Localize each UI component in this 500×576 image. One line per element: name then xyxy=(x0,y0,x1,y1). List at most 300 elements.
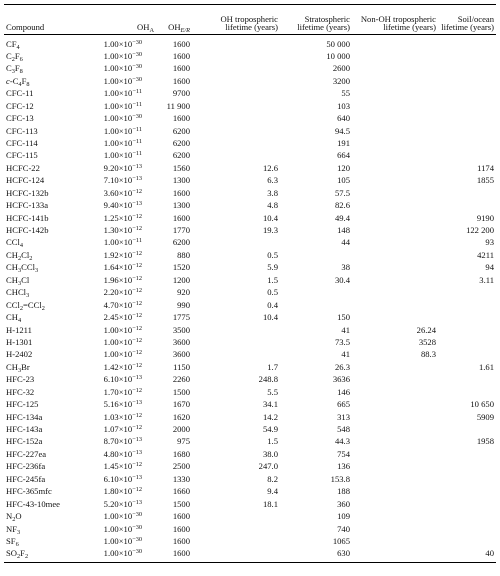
oher-cell: 6200 xyxy=(172,137,190,148)
compound-cell xyxy=(4,100,74,112)
non-oh-lifetime-cell xyxy=(352,100,438,112)
oha-mantissa: 1.00 xyxy=(103,38,119,49)
non-oh-lifetime-cell xyxy=(352,510,438,522)
soil-ocean-lifetime-cell xyxy=(438,349,496,361)
oha-mantissa: 1.00 xyxy=(103,237,119,248)
strat-lifetime-cell: 754 xyxy=(337,448,350,459)
oh-lifetime-cell xyxy=(192,510,280,522)
strat-lifetime-cell: 10 000 xyxy=(326,50,350,61)
oher-cell: 1600 xyxy=(172,212,190,223)
oha-mantissa: 5.16 xyxy=(103,399,119,410)
oha-cell: $1.92\times 10^{-12}$ xyxy=(103,249,142,260)
strat-lifetime-cell xyxy=(280,249,352,261)
oha-exponent: 11 xyxy=(135,237,142,245)
oha-exponent: 30 xyxy=(135,535,142,543)
compound-cell xyxy=(4,249,74,261)
strat-lifetime-cell: 30.4 xyxy=(334,274,350,285)
oha-mantissa: 1.00 xyxy=(103,125,119,136)
table-row xyxy=(4,112,496,124)
compound-text: CH xyxy=(6,262,18,273)
non-oh-lifetime-cell xyxy=(352,286,438,298)
non-oh-lifetime-cell xyxy=(352,87,438,99)
strat-lifetime-cell: 153.8 xyxy=(330,473,350,484)
strat-lifetime-cell xyxy=(280,286,352,298)
oha-mantissa: 3.60 xyxy=(103,187,119,198)
compound-text: HFC-134a xyxy=(6,411,43,422)
oh-lifetime-cell: 5.5 xyxy=(267,386,278,397)
oher-cell: 1770 xyxy=(172,225,190,236)
compound-text: O xyxy=(15,511,22,522)
oher-cell: 975 xyxy=(177,436,190,447)
strat-lifetime-cell: 44 xyxy=(341,237,350,248)
oh-lifetime-cell xyxy=(192,87,280,99)
compound-cell xyxy=(4,187,74,199)
oha-mantissa: 4.80 xyxy=(103,448,119,459)
soil-ocean-lifetime-cell xyxy=(438,373,496,385)
oha-cell: $1.42\times 10^{-12}$ xyxy=(103,361,142,372)
oha-mantissa: 1.00 xyxy=(103,548,119,559)
non-oh-lifetime-cell xyxy=(352,299,438,311)
oha-exponent: 12 xyxy=(135,225,142,233)
oha-mantissa: 1.07 xyxy=(103,424,119,435)
oha-mantissa: 1.00 xyxy=(103,113,119,124)
soil-ocean-lifetime-cell: 1958 xyxy=(476,436,494,447)
compound-subscript: 3 xyxy=(34,267,39,275)
non-oh-lifetime-cell xyxy=(352,485,438,497)
oha-exponent: 12 xyxy=(135,324,142,332)
table-row xyxy=(4,373,496,385)
table-row xyxy=(4,523,496,535)
table-row xyxy=(4,249,496,261)
table-row xyxy=(4,423,496,435)
table-row xyxy=(4,398,496,410)
strat-lifetime-cell: 55 xyxy=(341,88,350,99)
compound-text: H-1211 xyxy=(6,324,32,335)
soil-ocean-lifetime-cell xyxy=(438,485,496,497)
soil-ocean-lifetime-cell xyxy=(438,187,496,199)
compound-text: HFC-236fa xyxy=(6,461,46,472)
soil-ocean-lifetime-cell: 1174 xyxy=(477,162,494,173)
table-row xyxy=(4,349,496,361)
table-row xyxy=(4,174,496,186)
compound-subscript: 3 xyxy=(17,279,22,287)
oha-mantissa: 2.45 xyxy=(103,312,119,323)
oher-cell: 1680 xyxy=(172,448,190,459)
compound-cell xyxy=(4,137,74,149)
compound-text: CHCl xyxy=(6,287,27,298)
non-oh-lifetime-cell xyxy=(352,212,438,224)
oha-mantissa: 1.00 xyxy=(103,137,119,148)
compound-cell xyxy=(4,349,74,361)
non-oh-lifetime-cell xyxy=(352,398,438,410)
oh-lifetime-cell xyxy=(192,523,280,535)
table-row xyxy=(4,460,496,472)
non-oh-lifetime-cell xyxy=(352,75,438,87)
oha-cell: $6.10\times 10^{-13}$ xyxy=(103,473,142,484)
table-row xyxy=(4,212,496,224)
compound-text: HCFC-142b xyxy=(6,225,49,236)
strat-lifetime-cell: 191 xyxy=(337,137,350,148)
oha-cell: $4.70\times 10^{-12}$ xyxy=(103,299,142,310)
oha-exponent: 30 xyxy=(135,548,142,556)
compound-subscript: 2 xyxy=(24,553,29,561)
non-oh-lifetime-cell xyxy=(352,237,438,249)
strat-lifetime-cell: 41 xyxy=(341,349,350,360)
compound-text: Cl xyxy=(21,249,30,260)
compound-text: CH xyxy=(6,312,18,323)
oh-lifetime-cell: 1.5 xyxy=(267,274,278,285)
strat-lifetime-cell: 73.5 xyxy=(334,336,350,347)
oha-mantissa: 1.30 xyxy=(103,225,119,236)
oher-cell: 1150 xyxy=(173,361,190,372)
compound-subscript: 2 xyxy=(41,304,45,312)
oha-cell: $1.96\times 10^{-12}$ xyxy=(103,274,142,285)
non-oh-lifetime-cell xyxy=(352,498,438,510)
compound-text: CH xyxy=(6,361,18,372)
table-row xyxy=(4,311,496,323)
oha-cell: $1.00\times 10^{-11}$ xyxy=(103,150,142,161)
compound-cell xyxy=(4,286,74,298)
strat-lifetime-cell: 148 xyxy=(337,225,350,236)
compound-text: C xyxy=(6,63,12,74)
oha-exponent: 12 xyxy=(135,336,142,344)
oha-exponent: 12 xyxy=(135,411,142,419)
compound-text: F xyxy=(20,548,25,559)
compound-cell xyxy=(4,87,74,99)
oha-exponent: 12 xyxy=(135,187,142,195)
table-row xyxy=(4,237,496,249)
compound-text: HFC-152a xyxy=(6,436,43,447)
oher-cell: 1300 xyxy=(172,175,190,186)
oha-exponent: 11 xyxy=(135,137,142,145)
compound-subscript: 2 xyxy=(17,254,22,262)
oher-cell: 1200 xyxy=(172,274,190,285)
compound-text: HFC-143a xyxy=(6,424,43,435)
oha-mantissa: 1.80 xyxy=(103,486,119,497)
compound-text: HFC-245fa xyxy=(6,473,46,484)
compound-text: HCFC-22 xyxy=(6,162,40,173)
compound-text: F xyxy=(21,75,27,86)
table-row xyxy=(4,87,496,99)
oh-lifetime-cell: 19.3 xyxy=(262,225,278,236)
compound-subscript: 4 xyxy=(16,43,20,51)
oher-cell: 1600 xyxy=(172,75,190,86)
oh-lifetime-cell xyxy=(192,535,280,547)
oha-cell: $1.70\times 10^{-12}$ xyxy=(103,386,142,397)
oha-exponent: 13 xyxy=(135,162,142,170)
compound-cell: $c-C_4F_8$ xyxy=(6,75,30,88)
soil-ocean-lifetime-cell xyxy=(438,75,496,87)
table-row xyxy=(4,498,496,510)
soil-ocean-lifetime-cell: 3.11 xyxy=(479,274,494,285)
oh-lifetime-cell: 248.8 xyxy=(258,374,278,385)
oher-cell: 1520 xyxy=(172,262,190,273)
strat-lifetime-cell: 3200 xyxy=(332,75,350,86)
compound-text: CH xyxy=(6,249,18,260)
oh-lifetime-cell xyxy=(192,62,280,74)
strat-lifetime-cell: 136 xyxy=(337,461,350,472)
oher-cell: 1775 xyxy=(172,312,190,323)
strat-lifetime-cell: 94.5 xyxy=(334,125,350,136)
oha-exponent: 13 xyxy=(135,498,142,506)
strat-lifetime-cell: 740 xyxy=(337,523,350,534)
strat-lifetime-cell: 664 xyxy=(337,150,350,161)
oher-cell: 2000 xyxy=(172,424,190,435)
compound-subscript: 3 xyxy=(11,68,15,76)
compound-subscript: 2 xyxy=(12,516,16,524)
compound-text: NF xyxy=(6,523,17,534)
oha-exponent: 30 xyxy=(135,523,142,531)
non-oh-lifetime-cell xyxy=(352,137,438,149)
oha-cell: $1.00\times 10^{-11}$ xyxy=(103,137,142,148)
compound-cell xyxy=(4,398,74,410)
oha-cell: $1.00\times 10^{-12}$ xyxy=(103,336,142,347)
non-oh-lifetime-cell xyxy=(352,35,438,51)
table-row xyxy=(4,548,496,563)
strat-lifetime-cell: 82.6 xyxy=(334,200,350,211)
soil-ocean-lifetime-cell: 94 xyxy=(485,262,494,273)
compound-text: CCl xyxy=(21,262,35,273)
non-oh-lifetime-cell xyxy=(352,448,438,460)
oha-cell: $1.00\times 10^{-30}$ xyxy=(103,50,142,61)
compound-text: HFC-43-10mee xyxy=(6,498,60,509)
non-oh-lifetime-cell xyxy=(352,436,438,448)
non-oh-lifetime-cell xyxy=(352,274,438,286)
soil-ocean-lifetime-cell: 10 650 xyxy=(470,399,494,410)
oha-mantissa: 1.00 xyxy=(103,100,119,111)
non-oh-lifetime-cell xyxy=(352,473,438,485)
compound-text: F xyxy=(14,50,20,61)
non-oh-lifetime-cell xyxy=(352,361,438,373)
oha-exponent: 11 xyxy=(135,125,142,133)
strat-lifetime-cell: 26.3 xyxy=(334,361,350,372)
non-oh-lifetime-cell xyxy=(352,150,438,162)
table-row xyxy=(4,187,496,199)
oh-lifetime-cell: 8.2 xyxy=(267,473,278,484)
oha-cell: $6.10\times 10^{-13}$ xyxy=(103,374,142,385)
oha-exponent: 13 xyxy=(135,448,142,456)
oha-mantissa: 1.03 xyxy=(103,411,119,422)
oha-cell: $1.00\times 10^{-30}$ xyxy=(74,548,156,563)
header-stratospheric: Stratospheric lifetime (years) xyxy=(280,5,352,35)
oher-cell: 1600 xyxy=(172,535,190,546)
oha-exponent: 30 xyxy=(135,113,142,121)
oh-lifetime-cell xyxy=(192,336,280,348)
soil-ocean-lifetime-cell: 4211 xyxy=(477,249,494,260)
table-row xyxy=(4,336,496,348)
soil-ocean-lifetime-cell: 40 xyxy=(438,548,496,563)
oha-mantissa: 5.20 xyxy=(103,498,119,509)
soil-ocean-lifetime-cell: 1.61 xyxy=(478,361,494,372)
table-row xyxy=(4,436,496,448)
soil-ocean-lifetime-cell xyxy=(438,150,496,162)
non-oh-lifetime-cell xyxy=(352,112,438,124)
non-oh-lifetime-cell xyxy=(352,523,438,535)
compound-text: CCl xyxy=(6,237,20,248)
oha-exponent: 13 xyxy=(135,374,142,382)
compound-subscript: 4 xyxy=(17,317,22,325)
oh-lifetime-cell xyxy=(192,112,280,124)
oha-cell: $1.03\times 10^{-12}$ xyxy=(103,411,142,422)
soil-ocean-lifetime-cell: 1855 xyxy=(476,175,494,186)
oha-mantissa: 9.40 xyxy=(103,200,119,211)
oher-cell: 11 900 xyxy=(166,100,190,111)
compound-cell xyxy=(4,174,74,186)
soil-ocean-lifetime-cell xyxy=(438,87,496,99)
oha-exponent: 30 xyxy=(135,38,142,46)
oh-lifetime-cell: 0.5 xyxy=(267,249,278,260)
compound-text: H-1301 xyxy=(6,336,33,347)
oha-cell: $1.45\times 10^{-12}$ xyxy=(103,461,142,472)
table-row xyxy=(4,261,496,273)
compound-text: =CCl xyxy=(23,299,42,310)
oha-mantissa: 1.96 xyxy=(103,274,119,285)
table-row xyxy=(4,274,496,286)
compound-cell xyxy=(4,473,74,485)
oha-exponent: 12 xyxy=(135,274,142,282)
compound-cell xyxy=(4,510,74,522)
soil-ocean-lifetime-cell xyxy=(438,112,496,124)
oha-exponent: 11 xyxy=(135,100,142,108)
non-oh-lifetime-cell xyxy=(352,373,438,385)
oher-cell: 6200 xyxy=(172,237,190,248)
oh-lifetime-cell xyxy=(192,75,280,87)
compound-cell xyxy=(4,448,74,460)
compound-cell xyxy=(4,224,74,236)
compound-cell xyxy=(4,548,74,563)
oher-cell: 1620 xyxy=(172,411,190,422)
table-header xyxy=(4,5,496,35)
compound-subscript: 2 xyxy=(29,254,33,262)
oha-cell: $1.00\times 10^{-30}$ xyxy=(103,75,142,86)
compound-text: F xyxy=(14,63,20,74)
strat-lifetime-cell: 188 xyxy=(337,486,350,497)
oha-cell: $2.45\times 10^{-12}$ xyxy=(103,312,142,323)
strat-lifetime-cell: 105 xyxy=(337,175,350,186)
compound-cell xyxy=(4,261,74,273)
oha-cell: $9.20\times 10^{-13}$ xyxy=(103,162,142,173)
table-row xyxy=(4,411,496,423)
soil-ocean-lifetime-cell xyxy=(438,100,496,112)
compound-cell xyxy=(4,150,74,162)
non-oh-lifetime-cell xyxy=(352,548,438,563)
strat-lifetime-cell xyxy=(280,299,352,311)
soil-ocean-lifetime-cell xyxy=(438,473,496,485)
oh-lifetime-cell xyxy=(192,324,280,336)
oha-exponent: 11 xyxy=(135,150,142,158)
non-oh-lifetime-cell xyxy=(352,249,438,261)
compound-cell xyxy=(4,523,74,535)
compound-text: -C xyxy=(9,75,19,86)
non-oh-lifetime-cell: 26.24 xyxy=(416,324,436,335)
compound-cell xyxy=(4,485,74,497)
soil-ocean-lifetime-cell: 9190 xyxy=(476,212,494,223)
oha-exponent: 30 xyxy=(135,50,142,58)
oha-cell: $1.00\times 10^{-11}$ xyxy=(103,125,142,136)
oher-cell: 9700 xyxy=(172,88,190,99)
strat-lifetime-cell: 41 xyxy=(341,324,350,335)
oha-cell: $1.00\times 10^{-11}$ xyxy=(103,237,142,248)
compound-subscript: 4 xyxy=(19,242,24,250)
oh-lifetime-cell: 54.9 xyxy=(262,424,278,435)
oher-cell: 1600 xyxy=(172,511,190,522)
compound-text: HFC-227ea xyxy=(6,448,47,459)
oh-lifetime-cell xyxy=(192,137,280,149)
oher-cell: 1600 xyxy=(172,50,190,61)
strat-lifetime-cell: 50 000 xyxy=(326,38,350,49)
oh-lifetime-cell xyxy=(192,50,280,62)
compound-cell xyxy=(4,112,74,124)
soil-ocean-lifetime-cell xyxy=(438,386,496,398)
table-row xyxy=(4,75,496,87)
oha-mantissa: 2.20 xyxy=(103,287,119,298)
compound-cell xyxy=(4,299,74,311)
oh-lifetime-cell: 1.5 xyxy=(267,436,278,447)
strat-lifetime-cell: 109 xyxy=(337,511,350,522)
non-oh-lifetime-cell xyxy=(352,460,438,472)
non-oh-lifetime-cell xyxy=(352,423,438,435)
oh-lifetime-cell: 3.8 xyxy=(267,187,278,198)
oha-exponent: 12 xyxy=(135,461,142,469)
non-oh-lifetime-cell xyxy=(352,224,438,236)
non-oh-lifetime-cell xyxy=(352,199,438,211)
strat-lifetime-cell: 49.4 xyxy=(334,212,350,223)
oher-cell: 1330 xyxy=(172,473,190,484)
compound-text: C xyxy=(6,50,12,61)
compound-subscript: 2 xyxy=(11,55,15,63)
soil-ocean-lifetime-cell xyxy=(438,535,496,547)
soil-ocean-lifetime-cell xyxy=(438,137,496,149)
oha-mantissa: 1.00 xyxy=(103,336,119,347)
compound-text: HFC-32 xyxy=(6,386,35,397)
oher-cell: 3500 xyxy=(172,324,190,335)
oha-exponent: 12 xyxy=(135,361,142,369)
oha-cell: $5.16\times 10^{-13}$ xyxy=(103,399,142,410)
compound-subscript: 6 xyxy=(15,540,19,548)
compound-subscript: 8 xyxy=(19,68,23,76)
oh-lifetime-cell: 0.5 xyxy=(267,287,278,298)
oha-cell: $1.80\times 10^{-12}$ xyxy=(103,486,142,497)
oha-exponent: 12 xyxy=(135,349,142,357)
table-row xyxy=(4,50,496,62)
compound-cell xyxy=(4,162,74,174)
oh-lifetime-cell xyxy=(192,125,280,137)
oha-exponent: 12 xyxy=(135,299,142,307)
oher-cell: 1600 xyxy=(172,523,190,534)
soil-ocean-lifetime-cell xyxy=(438,448,496,460)
oha-mantissa: 1.00 xyxy=(103,50,119,61)
non-oh-lifetime-cell xyxy=(352,187,438,199)
strat-lifetime-cell: 360 xyxy=(337,498,350,509)
soil-ocean-lifetime-cell: 122 200 xyxy=(466,225,494,236)
soil-ocean-lifetime-cell xyxy=(438,125,496,137)
oher-cell: 1600 xyxy=(156,548,192,563)
oha-exponent: 13 xyxy=(135,473,142,481)
compound-cell xyxy=(4,336,74,348)
soil-ocean-lifetime-cell xyxy=(438,498,496,510)
non-oh-lifetime-cell xyxy=(352,411,438,423)
oha-mantissa: 7.10 xyxy=(103,175,119,186)
table-row xyxy=(4,510,496,522)
oh-lifetime-cell: 4.8 xyxy=(267,200,278,211)
soil-ocean-lifetime-cell xyxy=(438,324,496,336)
oha-mantissa: 1.42 xyxy=(103,361,119,372)
table-row xyxy=(4,286,496,298)
oh-lifetime-cell: 247.0 xyxy=(258,461,278,472)
soil-ocean-lifetime-cell xyxy=(438,286,496,298)
non-oh-lifetime-cell xyxy=(352,50,438,62)
oher-cell: 1500 xyxy=(172,386,190,397)
